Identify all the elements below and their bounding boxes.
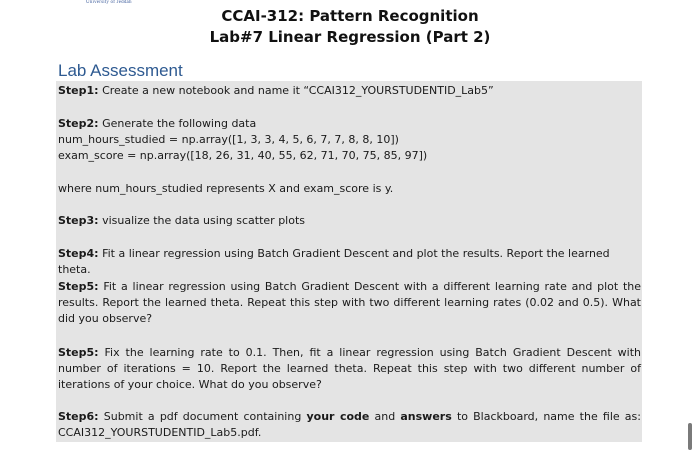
code-line-hours: num_hours_studied = np.array([1, 3, 3, 4, 5, 6, 7, 7, 8, 8, 10]) bbox=[58, 133, 399, 146]
section-heading: Lab Assessment bbox=[58, 61, 183, 80]
variable-note bbox=[58, 181, 641, 197]
step-label: Step3: bbox=[58, 214, 99, 227]
step-label: Step6: bbox=[58, 410, 99, 423]
document-title bbox=[0, 6, 700, 48]
step-label: Step4: bbox=[58, 247, 99, 260]
emphasis-code: your code bbox=[306, 410, 370, 423]
course-title: CCAI-312: Pattern Recognition bbox=[221, 7, 479, 25]
step-text: to Blackboard, name the file as: CCAI312_YOURSTUDENTID_Lab5.pdf. bbox=[58, 410, 641, 439]
step-text: Fit a linear regression using Batch Gradient Descent and plot the results. Report the learned theta. bbox=[58, 247, 610, 276]
step-text: and bbox=[369, 410, 401, 423]
step-label: Step2: bbox=[58, 117, 99, 130]
step-6 bbox=[58, 409, 641, 441]
step-label: Step1: bbox=[58, 84, 99, 97]
vertical-scrollbar[interactable] bbox=[688, 423, 692, 450]
step-text: Generate the following data bbox=[98, 117, 257, 130]
step-5-learning-rate bbox=[58, 279, 641, 327]
step-1 bbox=[58, 83, 641, 99]
step-3 bbox=[58, 213, 641, 229]
step-2 bbox=[58, 116, 641, 164]
step-text: Create a new notebook and name it “CCAI312_YOURSTUDENTID_Lab5” bbox=[98, 84, 494, 97]
step-text: Fit a linear regression using Batch Gradient Descent with a different learning rate and plot the results. Report the learned theta. Repeat this step with two different learning rates (0.02 and 0.5). What did you observe? bbox=[58, 280, 641, 325]
lab-title: Lab#7 Linear Regression (Part 2) bbox=[209, 28, 491, 46]
step-text: visualize the data using scatter plots bbox=[98, 214, 306, 227]
step-label: Step5: bbox=[58, 280, 99, 293]
step-5-iterations bbox=[58, 345, 641, 393]
note-text: where num_hours_studied represents X and exam_score is y. bbox=[58, 182, 394, 195]
step-text: Submit a pdf document containing bbox=[98, 410, 307, 423]
emphasis-answers: answers bbox=[400, 410, 452, 423]
code-line-scores: exam_score = np.array([18, 26, 31, 40, 55, 62, 71, 70, 75, 85, 97]) bbox=[58, 149, 428, 162]
step-4 bbox=[58, 246, 641, 278]
step-text: Fix the learning rate to 0.1. Then, fit a linear regression using Batch Gradient Descent with number of iterations = 10. Report the learned theta. Repeat this step with two different number of iterations of your choice. What do you observe? bbox=[58, 346, 641, 391]
step-label: Step5: bbox=[58, 346, 99, 359]
university-logo-text: University of Jeddah bbox=[86, 0, 132, 5]
